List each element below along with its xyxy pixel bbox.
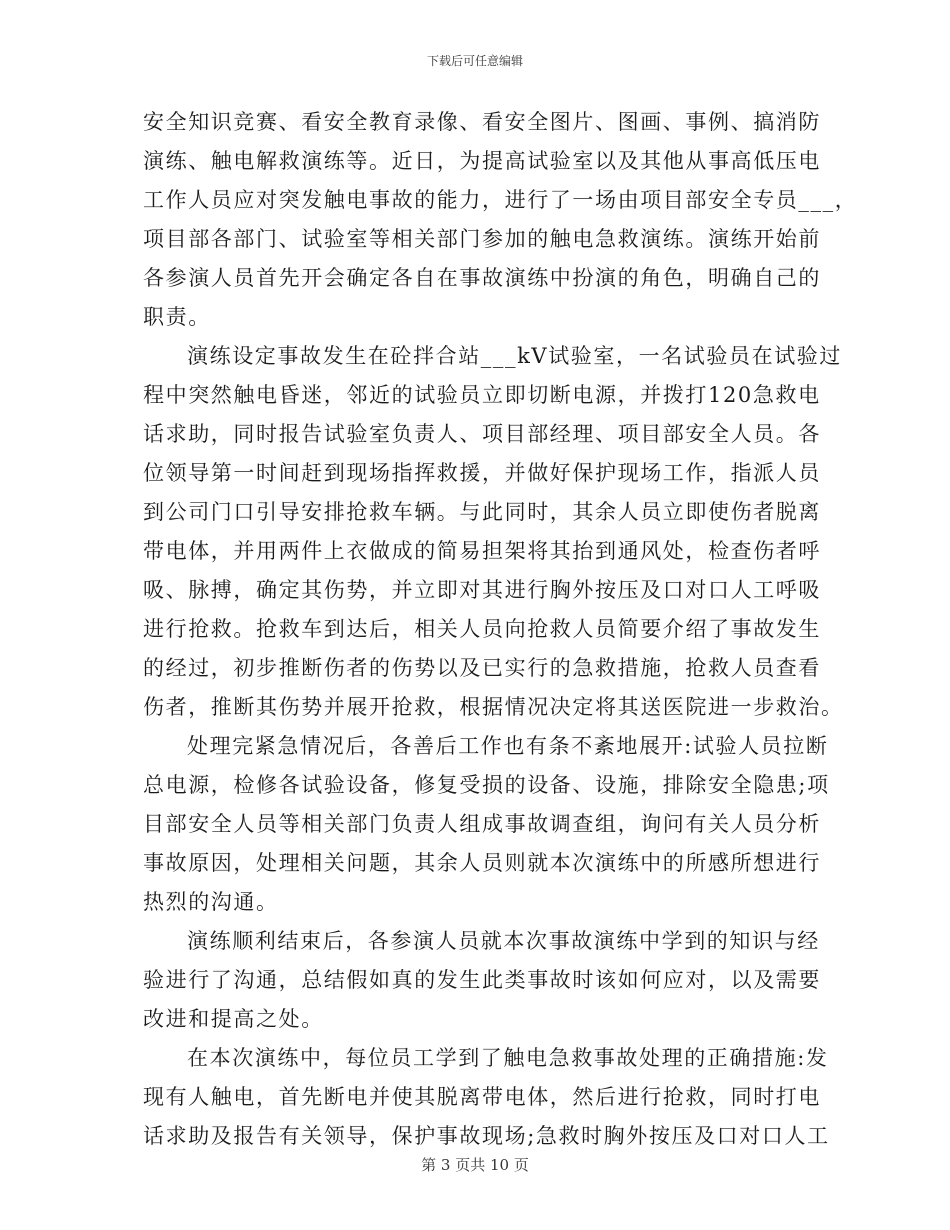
text-line: 演练、触电解救演练等。近日，为提高试验室以及其他从事高低压电 — [143, 149, 821, 173]
text-line: 事故原因，处理相关问题，其余人员则就本次演练中的所感所想进行 — [143, 851, 821, 875]
text-line: 目部安全人员等相关部门负责人组成事故调查组，询问有关人员分析 — [143, 812, 821, 836]
text-line: 验进行了沟通，总结假如真的发生此类事故时该如何应对，以及需要 — [143, 968, 821, 992]
text-line: 程中突然触电昏迷，邻近的试验员立即切断电源，并拨打120急救电 — [143, 383, 821, 407]
text-line: 处理完紧急情况后，各善后工作也有条不紊地展开:试验人员拉断 — [187, 734, 829, 758]
page-header: 下载后可任意编辑 — [426, 54, 523, 68]
text-line: 进行抢救。抢救车到达后，相关人员向抢救人员简要介绍了事故发生 — [143, 617, 821, 641]
text-line: 伤者，推断其伤势并展开抢救，根据情况决定将其送医院进一步救治。 — [143, 695, 844, 719]
text-line: 现有人触电，首先断电并使其脱离带电体，然后进行抢救，同时打电 — [143, 1085, 821, 1109]
text-line: 位领导第一时间赶到现场指挥救援，并做好保护现场工作，指派人员 — [143, 461, 821, 485]
text-line: 改进和提高之处。 — [143, 1007, 324, 1031]
text-line: 职责。 — [143, 305, 211, 329]
text-line: 工作人员应对突发触电事故的能力，进行了一场由项目部安全专员___， — [143, 188, 858, 212]
document-body — [143, 103, 858, 1156]
text-line: 热烈的沟通。 — [143, 890, 279, 914]
text-line: 到公司门口引导安排抢救车辆。与此同时，其余人员立即使伤者脱离 — [143, 500, 821, 524]
text-line: 在本次演练中，每位员工学到了触电急救事故处理的正确措施:发 — [187, 1046, 829, 1070]
page-footer: 第 3 页共 10 页 — [421, 1156, 529, 1174]
text-line: 演练设定事故发生在砼拌合站___kV试验室，一名试验员在试验过 — [187, 344, 842, 368]
text-line: 吸、脉搏，确定其伤势，并立即对其进行胸外按压及口对口人工呼吸 — [143, 578, 821, 602]
text-line: 总电源，检修各试验设备，修复受损的设备、设施，排除安全隐患;项 — [143, 773, 830, 797]
text-line: 带电体，并用两件上衣做成的简易担架将其抬到通风处，检查伤者呼 — [143, 539, 821, 563]
text-line: 项目部各部门、试验室等相关部门参加的触电急救演练。演练开始前 — [143, 227, 821, 251]
text-line: 话求助，同时报告试验室负责人、项目部经理、项目部安全人员。各 — [143, 422, 821, 446]
text-line: 演练顺利结束后，各参演人员就本次事故演练中学到的知识与经 — [187, 929, 820, 953]
text-line: 的经过，初步推断伤者的伤势以及已实行的急救措施，抢救人员查看 — [143, 656, 821, 680]
text-line: 安全知识竞赛、看安全教育录像、看安全图片、图画、事例、搞消防 — [143, 110, 821, 134]
text-line: 话求助及报告有关领导，保护事故现场;急救时胸外按压及口对口人工 — [143, 1124, 830, 1148]
text-line: 各参演人员首先开会确定各自在事故演练中扮演的角色，明确自己的 — [143, 266, 821, 290]
